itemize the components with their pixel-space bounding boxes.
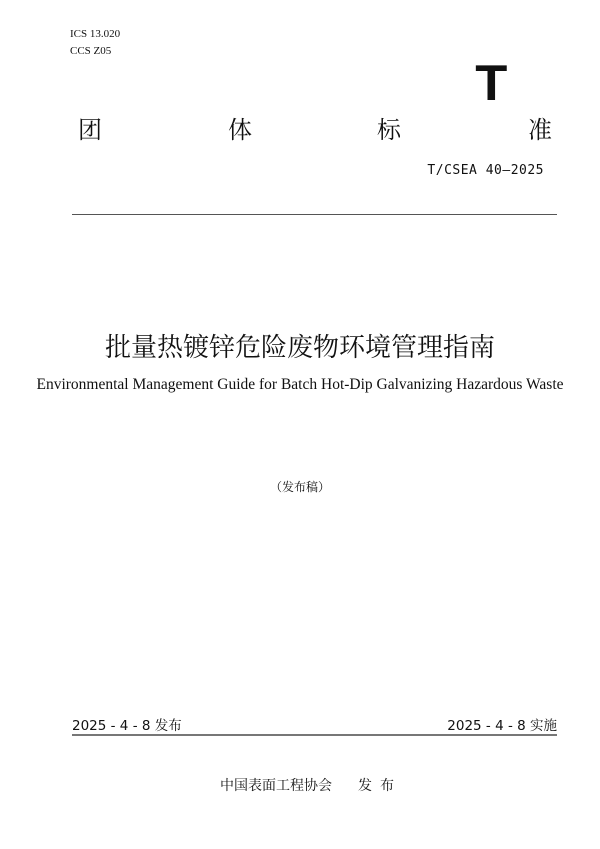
category-char: 团: [78, 116, 102, 144]
title-en: Environmental Management Guide for Batch Hot-Dip Galvanizing Hazardous Waste: [36, 376, 564, 393]
standard-type-logo: T: [475, 55, 508, 111]
publish-label: 发布: [358, 778, 402, 794]
publisher: 中国表面工程协会: [220, 778, 332, 794]
draft-status: （发布稿）: [269, 480, 330, 494]
category-char: 标: [377, 116, 401, 144]
title-zh: 批量热镀锌危险废物环境管理指南: [104, 333, 495, 363]
divider: [72, 214, 557, 215]
implement-date: 2025 - 4 - 8 实施: [447, 718, 557, 734]
ics-code: ICS 13.020: [70, 28, 121, 40]
ccs-code: CCS Z05: [70, 45, 112, 57]
publish-date: 2025 - 4 - 8 发布: [72, 718, 182, 734]
standard-code: T/CSEA 40—2025: [427, 163, 544, 178]
category-char: 体: [228, 116, 252, 144]
divider: [72, 734, 557, 736]
category-char: 准: [528, 116, 552, 144]
